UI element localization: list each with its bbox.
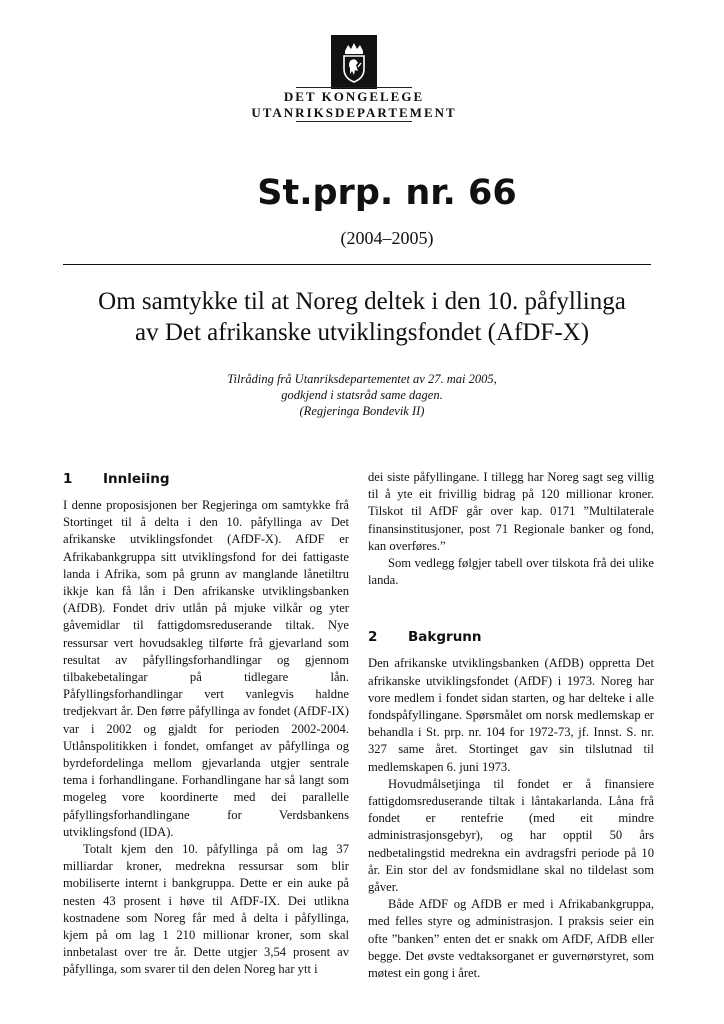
section-number: 1 [63,471,73,487]
subtitle-line-1: Tilråding frå Utanriksdepartementet av 27. mai 2005, [227,372,497,386]
subtitle-line-3: (Regjeringa Bondevik II) [299,404,425,418]
ministry-name-line2: UTANRIKSDEPARTEMENT [251,105,457,120]
heading-line-1: Om samtykke til at Noreg deltek i den 10. påfyllinga [98,288,626,315]
paragraph: I denne proposisjonen ber Regjeringa om samtykke frå Stortinget til å delta i den 10. påfyllinga av Det afrikanske utviklingsfondet (AfDF-X). AfDF er Afrikabankgruppa sitt utviklingsfond for dei fattigaste landa i Afrika, som på grunn av manglande lånetiltru ikkje kan få lån i Den afrikanske utviklingsbanken (AfDB). Fondet driv utlån på mjuke vilkår og yter gåvemidlar til fattigdomsreduserande tiltak. Nye ressursar vert hovudsakleg tilførte frå gjevarland som resultat av påfyllingsforhandlingar og gjennom tilbakebetalingar på tidlegare lån. Påfyllingsforhandlingar vert vanlegvis haldne tredjekvart år. Den førre påfyllinga av fondet (AfDF-IX) var i 2002 og gjaldt for perioden 2002-2004. Utlånspolitikken i fondet, omfanget av påfyllinga og byrdefordelinga mellom gjevarlanda utgjer sentrale tema i forhandlingane. Forhandlingane har så langt som mogeleg vore koordinerte med dei parallelle påfyllingsforhandlingane for Verdsbankens utviklingsfond (IDA). [63,498,349,839]
document-years: (2004–2005) [340,228,434,248]
section-heading-bakgrunn [368,627,654,647]
heading-line-2: av Det afrikanske utviklingsfondet (AfDF-X) [134,319,590,346]
section-title: Bakgrunn [408,629,482,646]
document-heading [40,286,684,348]
paragraph: Hovudmålsetjinga til fondet er å finansiere fattigdomsreduserande tiltak i låntakarlanda. Låna frå fondet er rentefrie (med eit mindre administrasjonsgebyr), og har opptil 50 års nedbetalingstid medrekna ein avdragsfri periode på 10 år. Ein stor del av fondsmidlane skal no tildelast som gåver. [368,776,654,895]
section-spacer [368,589,654,627]
paragraph: Som vedlegg følgjer tabell over tilskota frå dei ulike landa. [368,556,654,588]
document-title: St.prp. nr. 66 [257,173,517,213]
paragraph: Den afrikanske utviklingsbanken (AfDB) oppretta Det afrikanske utviklingsfondet (AfDF) i 1973. Noreg har vore medlem i fondet sidan starten, og har delteke i alle fondspåfyllingane. Spørsmålet om norsk medlemskap er behandla i St. prp. nr. 104 for 1972-73, jf. Innst. S. nr. 327 same året. Stortinget gav sin tilslutnad til medlemskapen 6. juni 1973. [368,656,654,774]
subtitle-line-2: godkjend i statsråd same dagen. [281,388,443,402]
paragraph: Totalt kjem den 10. påfyllinga på om lag 37 milliardar kroner, medrekna ressursar som blir mobiliserte internt i bankgruppa. Dette er ein auke på nesten 43 prosent i høve til AfDF-IX. Dei utlikna kostnadene som Noreg får med å delta i påfyllinga, kjem på om lag 1 210 millionar kroner, som skal innbetalast over tre år. Dette utgjer 3,54 prosent av påfyllinga, som svarer til den delen Noreg har ytt i [63,842,349,977]
section-heading-innleiing [63,469,349,489]
paragraph: Både AfDF og AfDB er med i Afrikabankgruppa, med felles styre og administrasjon. I praksis seier ein ofte ”banken” enten det er snakk om AfDF, AfDB eller begge. Det øvste vedtaksorganet er guvernørstyret, som møtest ein gong i året. [368,897,654,981]
document-subtitle [160,371,564,419]
ministry-top-rule [296,87,412,88]
title-divider [63,264,651,265]
left-column [63,469,349,979]
ministry-name-line1: DET KONGELEGE [283,89,425,104]
right-column [368,469,654,982]
section-number: 2 [368,629,378,646]
coat-of-arms-icon [331,35,377,89]
ministry-bottom-rule [296,121,412,122]
section-title: Innleiing [103,471,170,487]
paragraph: dei siste påfyllingane. I tillegg har Noreg sagt seg villig til å yte eit frivillig bidrag på 120 millionar kroner. Tilskot til AfDF går over kap. 0171 ”Multilaterale finansinstitusjoner, post 71 Regionale banker og fond, kan overføres.” [368,470,654,553]
